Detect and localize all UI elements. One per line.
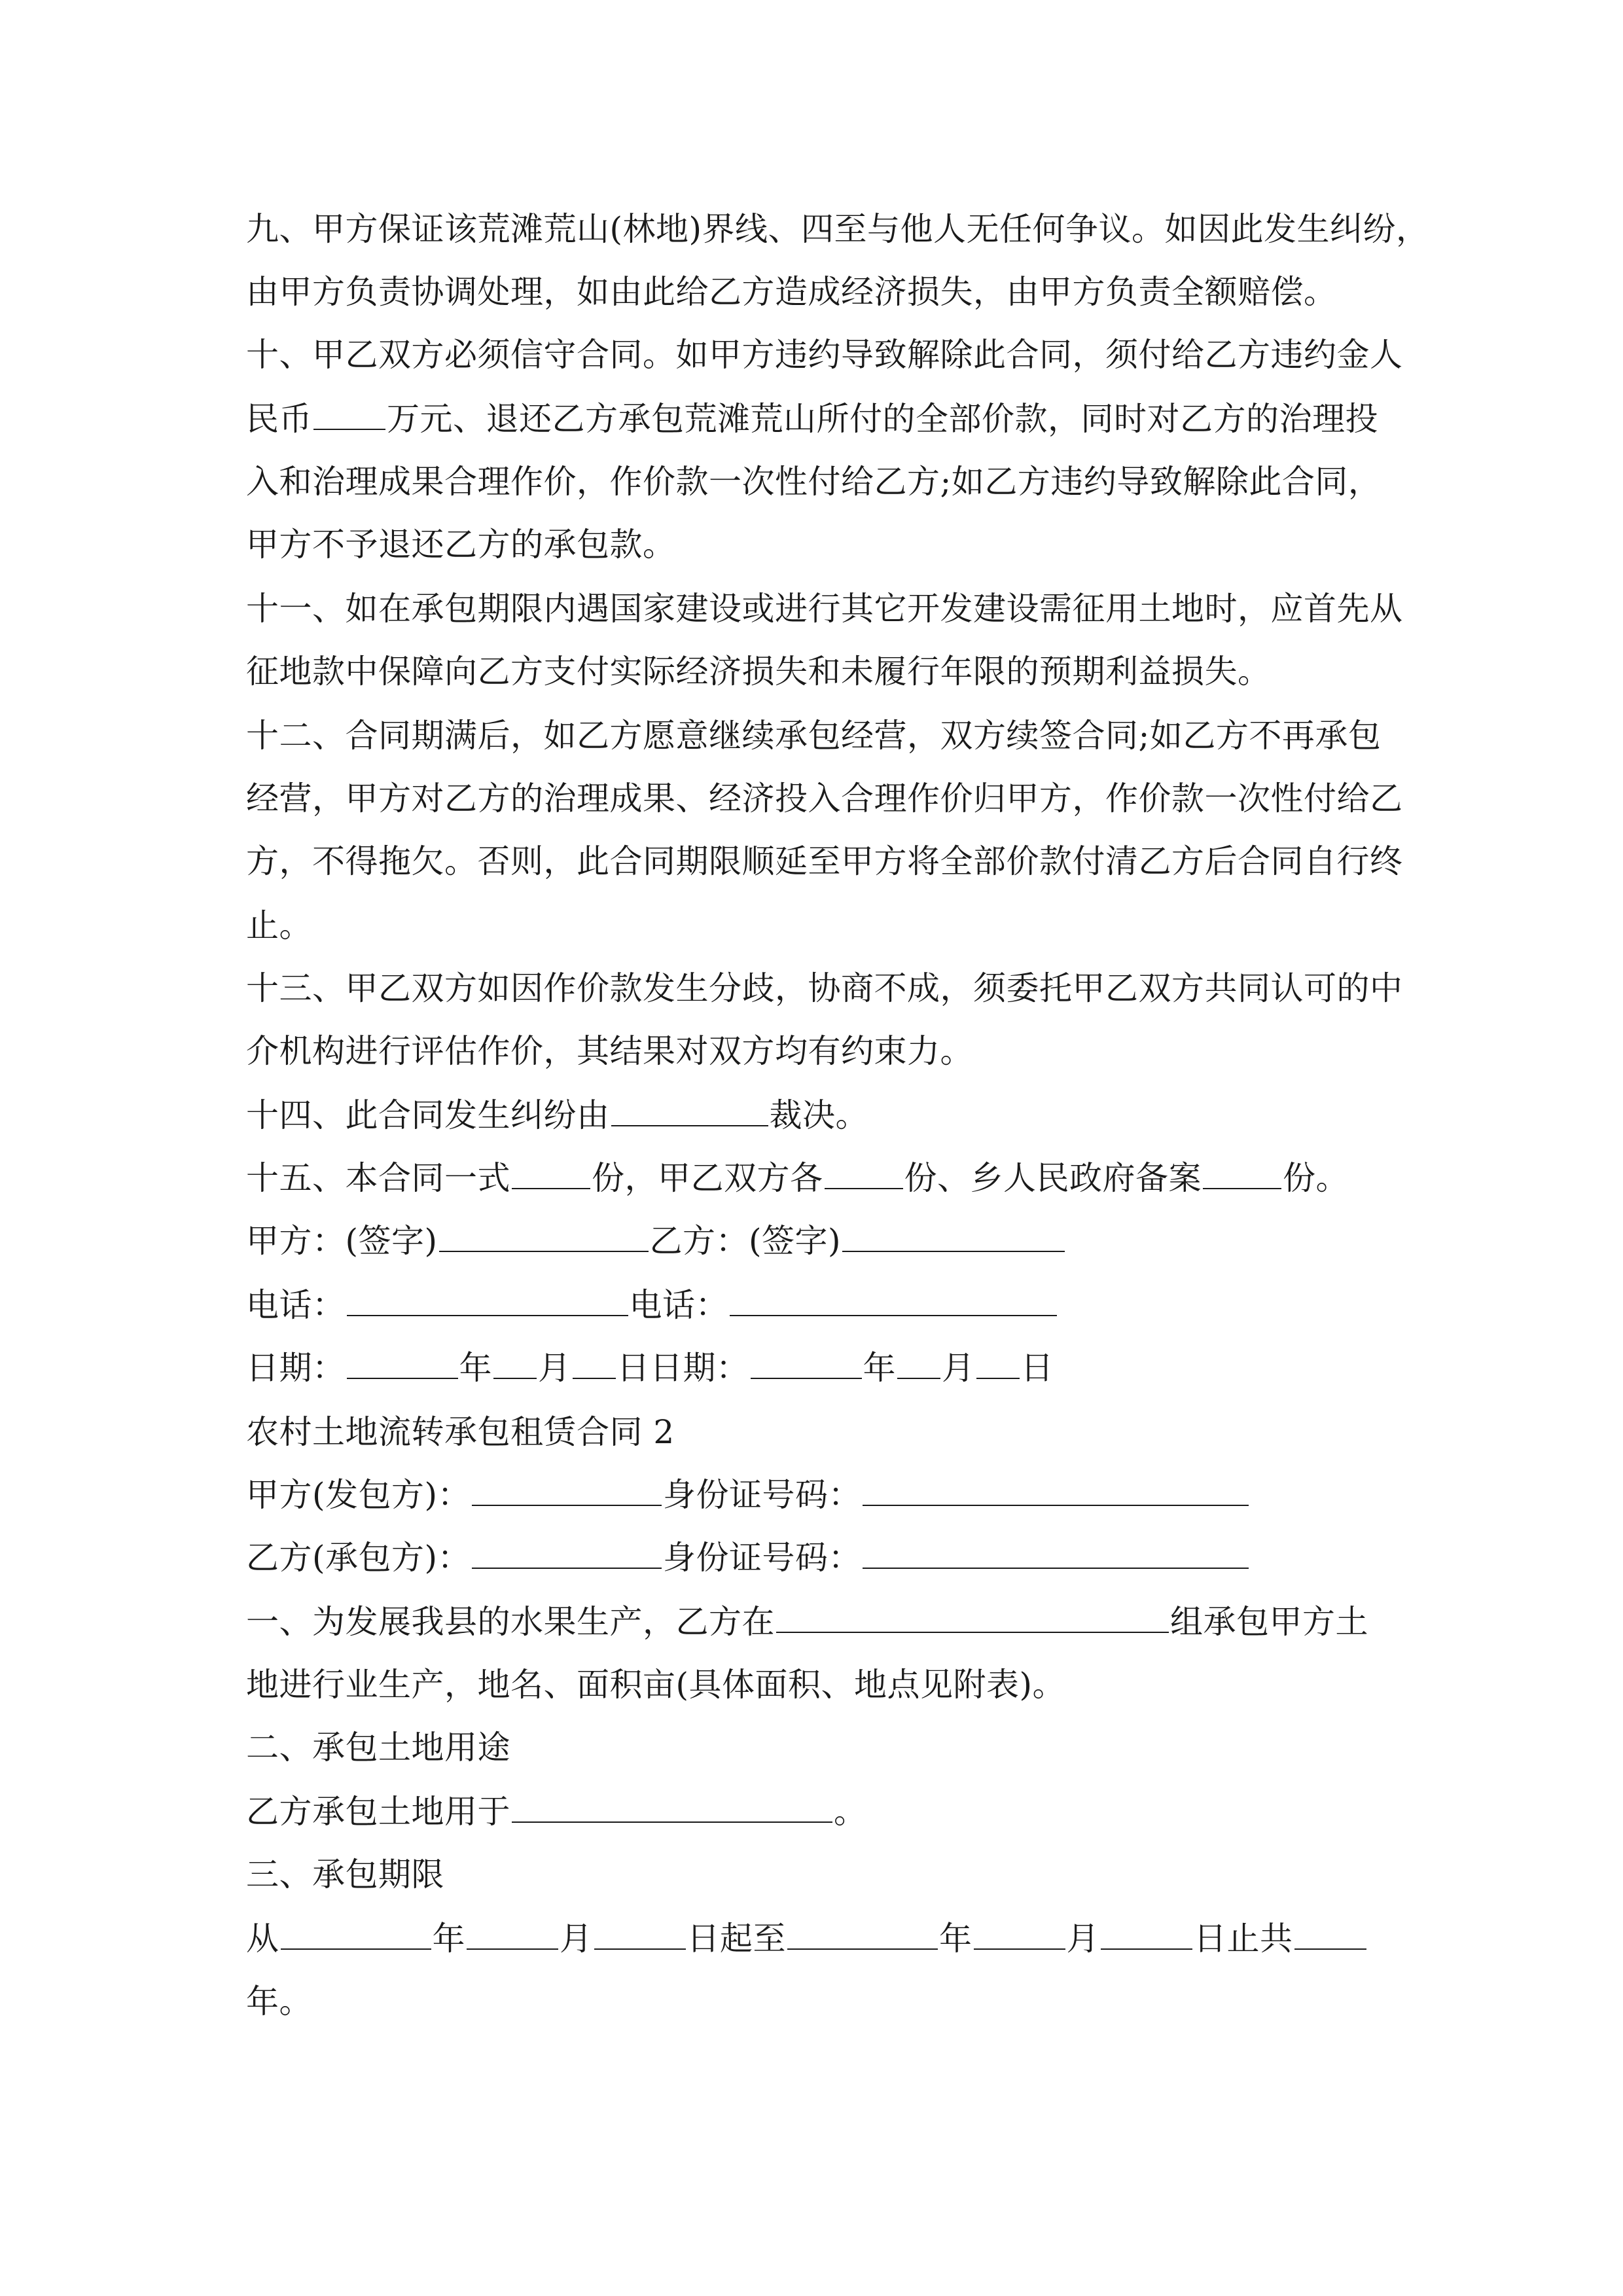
section-1-line-2 (246, 1664, 1065, 1706)
text: 年 (863, 1349, 896, 1387)
clause-10-line-3 (246, 461, 1381, 503)
text: 年 (432, 1920, 465, 1958)
text: 日日期： (616, 1349, 749, 1387)
clause-11-line-1 (246, 588, 1403, 630)
party-b-signature-field[interactable] (842, 1222, 1065, 1252)
text: 民币 (246, 400, 312, 438)
clause-10-line-2 (246, 398, 1378, 440)
text: 从 (246, 1920, 279, 1958)
text: 月 (538, 1349, 571, 1387)
clause-12-line-1 (246, 715, 1381, 757)
text: 年。 (246, 1982, 312, 2020)
blank-month[interactable] (493, 1349, 537, 1379)
text: 乙方(承包方)： (246, 1539, 471, 1577)
text: 甲方不予退还乙方的承包款。 (246, 526, 676, 564)
party-a-phone-field[interactable] (347, 1286, 628, 1316)
text: 日起至 (687, 1920, 786, 1958)
clause-13-line-2 (246, 1030, 973, 1072)
clause-10-line-4 (246, 524, 676, 565)
text: 裁决。 (769, 1096, 868, 1134)
contract-2-title (246, 1411, 675, 1453)
text: 甲方(发包方)： (246, 1476, 471, 1514)
text: 三、承包期限 (246, 1856, 444, 1893)
text: 一、为发展我县的水果生产，乙方在 (246, 1603, 775, 1641)
text: 身份证号码： (663, 1539, 862, 1577)
clause-11-line-2 (246, 651, 1271, 692)
party-a-name-field[interactable] (472, 1476, 662, 1506)
blank-arbitrator[interactable] (611, 1096, 768, 1126)
text: 电话： (629, 1286, 728, 1324)
blank-copies-total[interactable] (512, 1159, 590, 1189)
signature-line (246, 1220, 1066, 1262)
text: 年 (939, 1920, 972, 1958)
phone-line (246, 1284, 1058, 1326)
blank-month[interactable] (897, 1349, 940, 1379)
text: 日 (1020, 1349, 1054, 1387)
text: 年 (459, 1349, 492, 1387)
section-3-heading (246, 1854, 444, 1895)
text: 方，不得拖欠。否则，此合同期限顺延至甲方将全部价款付清乙方后合同自行终 (246, 842, 1403, 880)
party-b-info (246, 1537, 1250, 1579)
blank-copies-each[interactable] (825, 1159, 903, 1189)
blank-start-year[interactable] (281, 1920, 431, 1950)
text: 份，甲乙双方各 (592, 1159, 823, 1197)
text: 止。 (246, 906, 312, 944)
text: 身份证号码： (663, 1476, 862, 1514)
party-b-name-field[interactable] (472, 1539, 662, 1569)
clause-12-line-2 (246, 778, 1403, 819)
text: 二、承包土地用途 (246, 1729, 510, 1767)
text: 十、甲乙双方必须信守合同。如甲方违约导致解除此合同，须付给乙方违约金人 (246, 336, 1403, 374)
blank-start-day[interactable] (594, 1920, 686, 1950)
text: 经营，甲方对乙方的治理成果、经济投入合理作价归甲方，作价款一次性付给乙 (246, 780, 1403, 817)
text: 十三、甲乙双方如因作价款发生分歧，协商不成，须委托甲乙双方共同认可的中 (246, 969, 1403, 1007)
clause-12-line-3 (246, 840, 1403, 882)
clause-9-line-1 (246, 208, 1429, 250)
blank-year[interactable] (751, 1349, 862, 1379)
party-a-id-field[interactable] (863, 1476, 1249, 1506)
blank-end-year[interactable] (787, 1920, 938, 1950)
section-3-body-line-2 (246, 1981, 312, 2022)
text: 乙方承包土地用于 (246, 1793, 510, 1831)
text: 电话： (246, 1286, 346, 1324)
text: 月 (1066, 1920, 1099, 1958)
section-2-body (246, 1791, 867, 1833)
text: 日止共 (1194, 1920, 1293, 1958)
text: 乙方：(签字) (649, 1222, 842, 1260)
text: 份。 (1283, 1159, 1349, 1197)
text: 日期： (246, 1349, 346, 1387)
blank-total-years[interactable] (1294, 1920, 1366, 1950)
text: 月 (942, 1349, 975, 1387)
text: 九、甲方保证该荒滩荒山(林地)界线、四至与他人无任何争议。如因此发生纠纷， (246, 210, 1429, 248)
text: 组承包甲方土 (1170, 1603, 1368, 1641)
text: 介机构进行评估作价，其结果对双方均有约束力。 (246, 1032, 973, 1070)
blank-location[interactable] (776, 1603, 1169, 1633)
text: 由甲方负责协调处理，如由此给乙方造成经济损失，由甲方负责全额赔偿。 (246, 273, 1337, 311)
clause-9-line-2 (246, 271, 1337, 313)
text: 十五、本合同一式 (246, 1159, 510, 1197)
clause-14 (246, 1094, 868, 1136)
text: 。 (834, 1793, 867, 1831)
text: 十一、如在承包期限内遇国家建设或进行其它开发建设需征用土地时，应首先从 (246, 590, 1403, 628)
text: 农村土地流转承包租赁合同 2 (246, 1413, 675, 1451)
text: 十二、合同期满后，如乙方愿意继续承包经营，双方续签合同;如乙方不再承包 (246, 717, 1382, 755)
party-a-signature-field[interactable] (439, 1222, 649, 1252)
text: 地进行业生产，地名、面积亩(具体面积、地点见附表)。 (246, 1666, 1066, 1704)
blank-land-use[interactable] (512, 1793, 832, 1823)
text: 甲方：(签字) (246, 1222, 438, 1260)
blank-amount[interactable] (313, 400, 385, 430)
text: 份、乡人民政府备案 (904, 1159, 1202, 1197)
blank-day[interactable] (573, 1349, 616, 1379)
party-a-info (246, 1474, 1250, 1516)
party-b-phone-field[interactable] (730, 1286, 1057, 1316)
blank-start-month[interactable] (467, 1920, 558, 1950)
text: 万元、退还乙方承包荒滩荒山所付的全部价款，同时对乙方的治理投 (387, 400, 1378, 438)
blank-day[interactable] (976, 1349, 1020, 1379)
section-1-line-1 (246, 1601, 1368, 1643)
section-3-body-line-1 (246, 1918, 1368, 1960)
clause-12-line-4 (246, 905, 312, 946)
blank-end-day[interactable] (1101, 1920, 1192, 1950)
blank-copies-govt[interactable] (1203, 1159, 1281, 1189)
clause-13-line-1 (246, 967, 1403, 1009)
clause-10-line-1 (246, 334, 1403, 376)
text: 征地款中保障向乙方支付实际经济损失和未履行年限的预期利益损失。 (246, 653, 1271, 691)
clause-15 (246, 1157, 1349, 1199)
text: 入和治理成果合理作价，作价款一次性付给乙方;如乙方违约导致解除此合同， (246, 463, 1382, 501)
blank-end-month[interactable] (974, 1920, 1065, 1950)
text: 十四、此合同发生纠纷由 (246, 1096, 610, 1134)
blank-year[interactable] (347, 1349, 458, 1379)
party-b-id-field[interactable] (863, 1539, 1249, 1569)
section-2-heading (246, 1727, 510, 1768)
text: 月 (560, 1920, 593, 1958)
date-line (246, 1347, 1054, 1389)
